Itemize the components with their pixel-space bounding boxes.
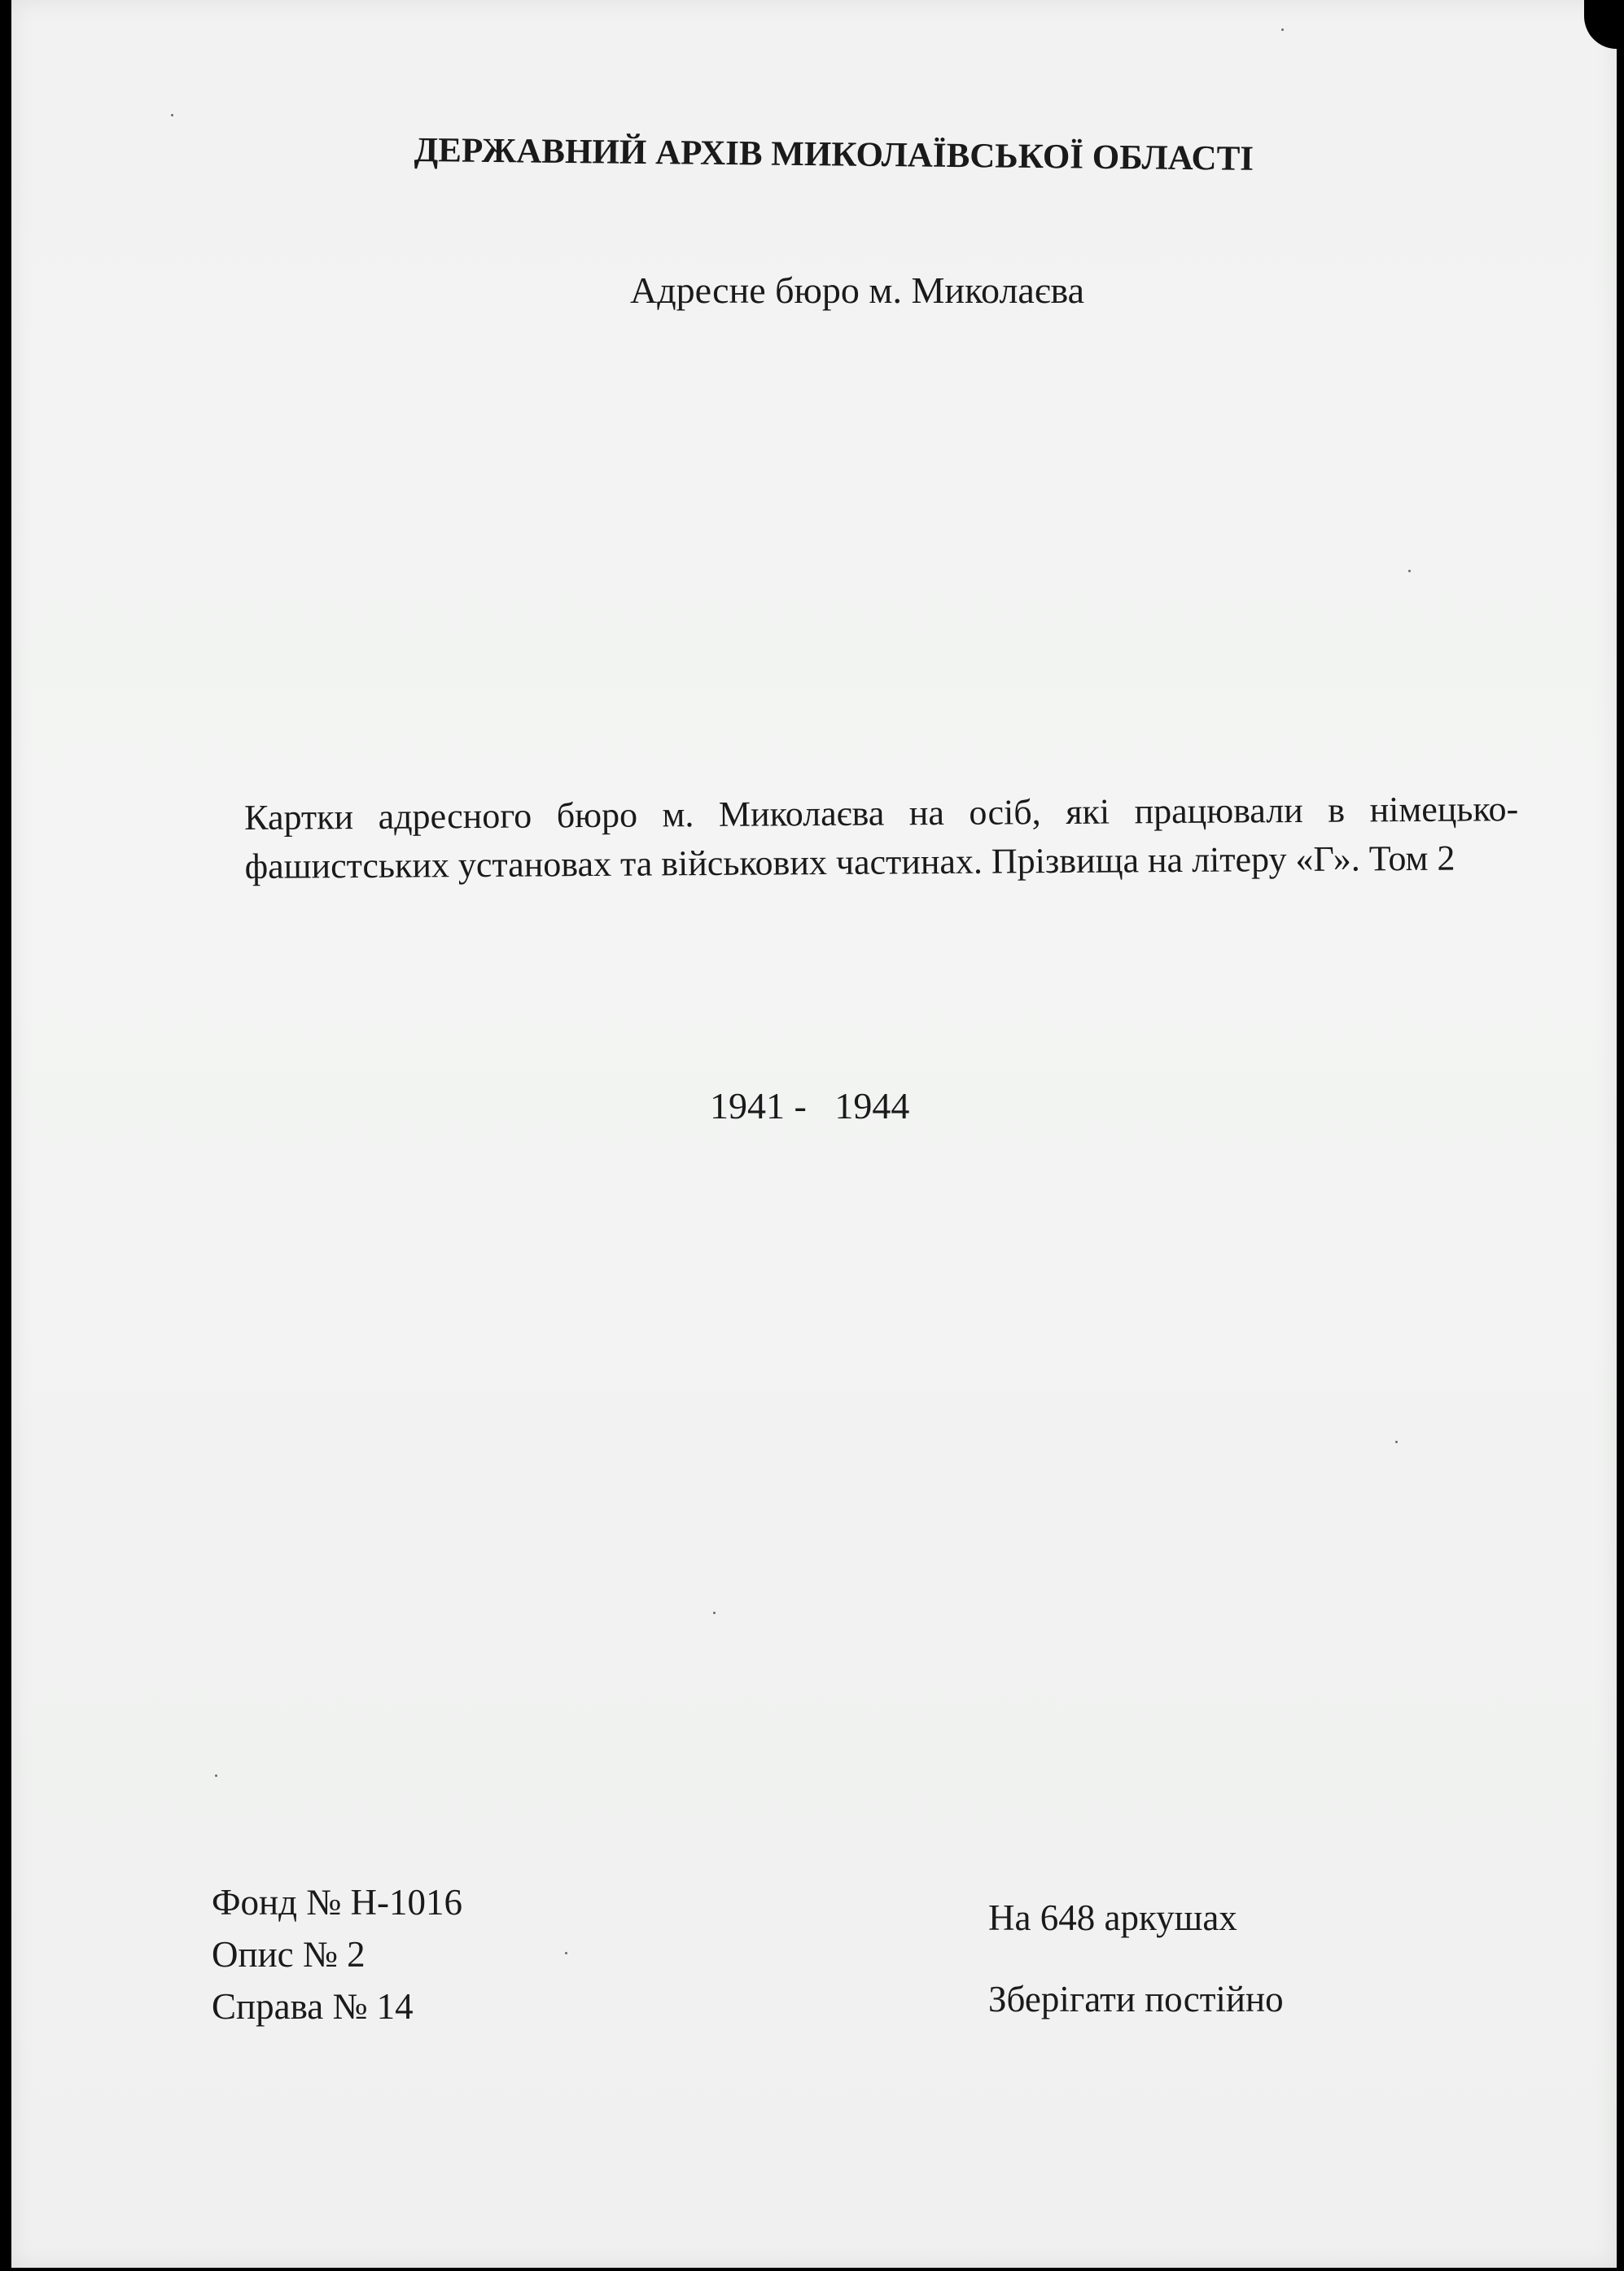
paper-speck [171, 114, 173, 116]
paper-speck [1281, 28, 1284, 31]
paper-speck [215, 1774, 217, 1777]
file-info [212, 1876, 462, 2033]
archive-title: ДЕРЖАВНИЙ АРХІВ МИКОЛАЇВСЬКОЇ ОБЛАСТІ [414, 130, 1254, 178]
document-sheet [11, 0, 1617, 2268]
paper-speck [565, 1952, 567, 1954]
date-range [710, 1084, 909, 1127]
fund-number: Фонд № Н-1016 [212, 1882, 462, 1923]
paper-speck [713, 1612, 716, 1614]
sheet-count: На 648 аркушах [988, 1897, 1237, 1938]
paper-speck [1408, 570, 1411, 572]
bureau-name: Адресне бюро м. Миколаєва [630, 269, 1085, 311]
date-range-text: 1941 - 1944 [710, 1085, 910, 1127]
paper-speck [1395, 1441, 1398, 1443]
case-description: Картки адресного бюро м. Миколаєва на осіб, які працювали в німецько-фашистських установах та військових частинах. Прізвища на літеру «Г». Том 2 [244, 789, 1519, 886]
storage-info [988, 1897, 1284, 2020]
inventory-number: Опис № 2 [212, 1934, 366, 1975]
retention-period: Зберігати постійно [988, 1979, 1284, 2019]
page-corner-curl [1584, 0, 1617, 49]
case-number: Справа № 14 [212, 1986, 414, 2027]
